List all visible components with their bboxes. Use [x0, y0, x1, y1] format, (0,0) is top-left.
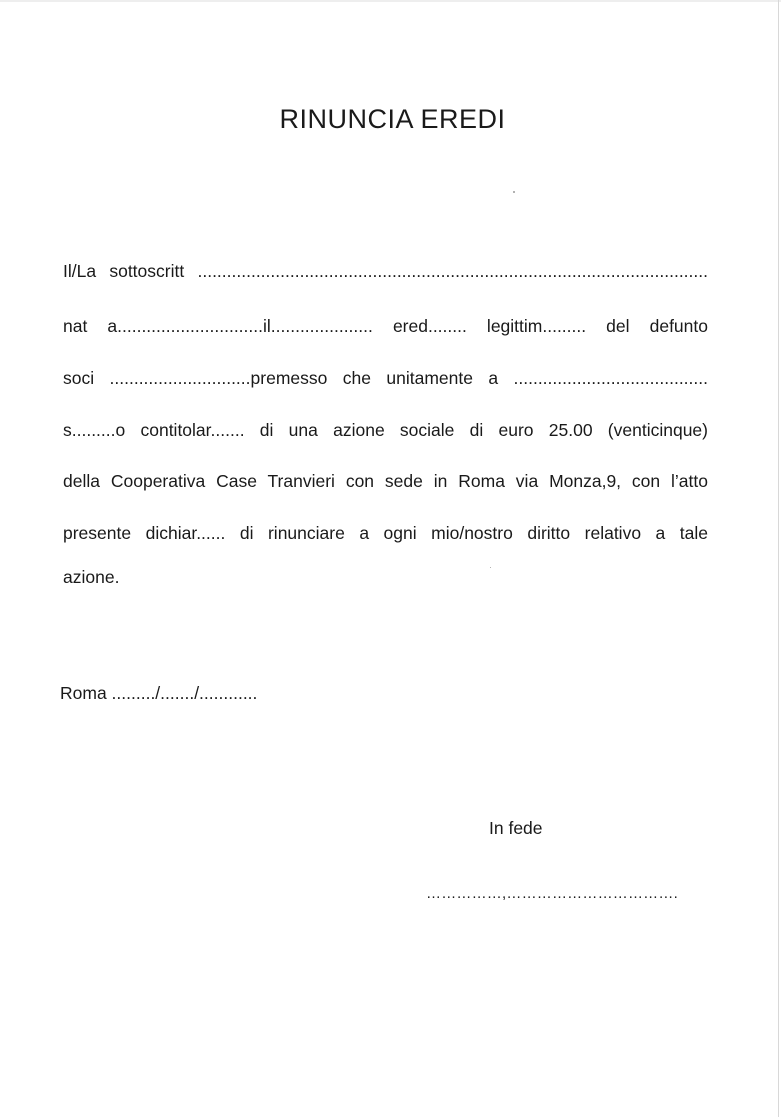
scan-speck	[513, 191, 515, 193]
body-line-7: azione.	[63, 567, 120, 587]
date-line: Roma ........./......./............	[60, 683, 258, 703]
body-line-1: Il/La sottoscritt .........................................................................................................	[63, 261, 708, 281]
body-line-3: soci .............................premesso che unitamente a ........................................	[63, 368, 708, 388]
body-line-2: nat a..............................il..................... ered........ legittim......... del defunto	[63, 316, 708, 336]
document-title-text: RINUNCIA EREDI	[279, 104, 506, 134]
scan-right-edge	[778, 0, 779, 1117]
closing-in-fede: In fede	[489, 818, 543, 838]
body-line-5: della Cooperativa Case Tranvieri con sede in Roma via Monza,9, con l’atto	[63, 471, 708, 491]
scan-speck	[490, 567, 491, 568]
signature-line: ……………,…………………………….	[426, 885, 678, 902]
body-line-6: presente dichiar...... di rinunciare a ogni mio/nostro diritto relativo a tale	[63, 523, 708, 543]
scan-top-edge	[0, 0, 781, 2]
document-title	[0, 104, 781, 135]
body-line-4: s.........o contitolar....... di una azione sociale di euro 25.00 (venticinque)	[63, 420, 708, 440]
